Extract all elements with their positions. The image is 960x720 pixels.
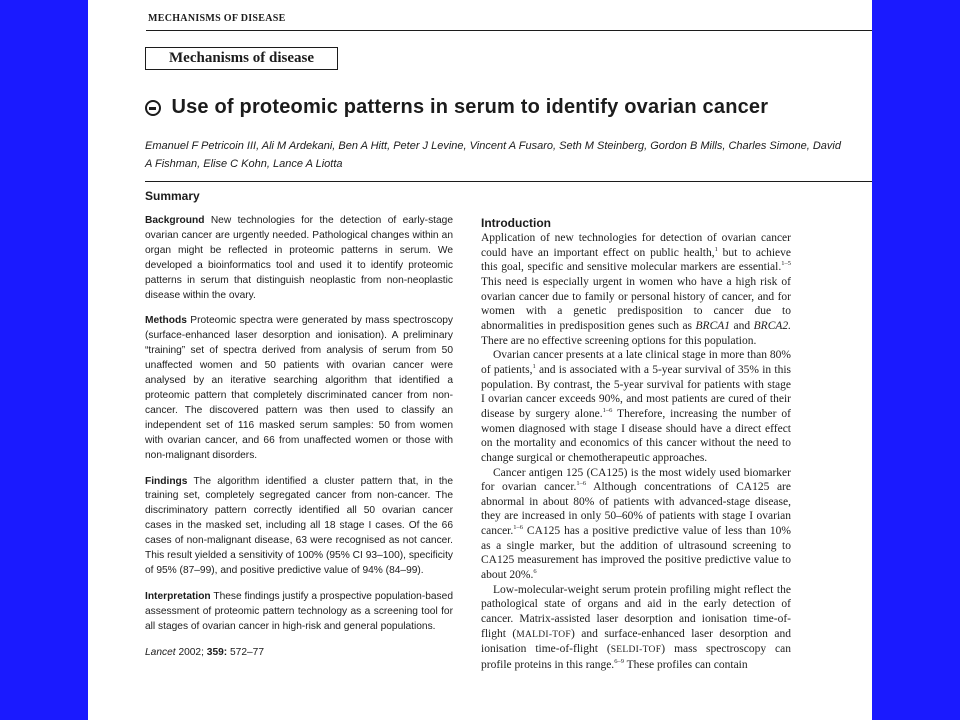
intro-p3-text-b: Although concentrations of CA125 are abnormal in about 80% of patients with advanced-stage disease, they are increased in only 50–60% of patients with stage I ovarian cancer. <box>481 481 791 538</box>
findings-text: The algorithm identified a cluster pattern that, in the training set, completely segregated cancer from non-cancer. The discriminatory pattern correctly identified all 50 ovarian cancer cases in the masked set, including all 18 stage I cases. Of the 66 cases of non-malignant disease, 63 were recognised as not cancer. This result yielded a sensitivity of 100% (95% CI 93–100), specificity of 95% (87–99), and positive predictive value of 94% (84–99). <box>145 475 453 576</box>
summary-findings <box>145 475 453 579</box>
introduction-column <box>481 215 791 673</box>
ref-marker: 1–6 <box>602 407 613 415</box>
interpretation-text: These findings justify a prospective population-based assessment of proteomic pattern technology as a screening tool for all stages of ovarian cancer in high-risk and general populations. <box>145 590 453 632</box>
summary-column <box>145 214 453 671</box>
article-title: Use of proteomic patterns in serum to identify ovarian cancer <box>171 96 769 118</box>
intro-paragraph-1 <box>481 231 791 348</box>
ref-marker: 6–9 <box>614 658 624 666</box>
gene-name: BRCA1 <box>695 319 731 332</box>
intro-p4-text-c: ) mass spectroscopy can profile proteins in this range. <box>481 643 791 672</box>
abbreviation: SELDI-TOF <box>610 645 662 656</box>
methods-text: Proteomic spectra were generated by mass spectroscopy (surface-enhanced laser desorption and ionisation). A preliminary “training” set of spectra derived from analysis of serum from 50 unaffected women and 50 patients with ovarian cancer were analysed by an iterative searching algorithm that identified a proteomic pattern that completely discriminated cancer from non-cancer. The discovered pattern was then used to classify an independent set of 116 masked serum samples: 50 from women with ovarian cancer, and 66 from unaffected women or those with non-malignant disorders. <box>145 315 453 461</box>
intro-paragraph-3 <box>481 466 791 583</box>
summary-heading: Summary <box>145 189 200 203</box>
intro-p4-text-a: Low-molecular-weight serum protein profiling might reflect the pathological state of organs and aid in the early detection of cancer. Matrix-assisted laser desorption and ionisation time-of-flight ( <box>481 583 791 640</box>
findings-label: Findings <box>145 475 188 487</box>
ref-marker: 1–6 <box>513 524 523 532</box>
intro-p3-text-c: CA125 has a positive predictive value of less than 10% as a single marker, but the addition of ultrasound screening to CA125 measurement has improved the positive predictive value to about 20%. <box>481 525 791 582</box>
author-list: Emanuel F Petricoin III, Ali M Ardekani, Ben A Hitt, Peter J Levine, Vincent A Fusaro, Seth M Steinberg, Gordon B Mills, Charles Simone, David A Fishman, Elise C Kohn, Lance A Liotta <box>145 140 841 170</box>
summary-interpretation <box>145 590 453 635</box>
abbreviation: MALDI-TOF <box>516 629 571 640</box>
section-label: Mechanisms of disease <box>145 47 338 70</box>
header-rule <box>146 30 872 31</box>
intro-paragraph-2 <box>481 348 791 465</box>
intro-p2-text-c: Therefore, increasing the number of women diagnosed with stage I disease should have a direct effect on the mortality and economics of this cancer without the need to change surgical or chemotherapeutic approaches. <box>481 407 791 464</box>
summary-methods <box>145 314 453 463</box>
title-row <box>145 96 768 126</box>
intro-p3-text-a: Cancer antigen 125 (CA125) is the most widely used biomarker for ovarian cancer. <box>481 466 791 494</box>
methods-label: Methods <box>145 315 187 327</box>
intro-p1-text-c: This need is especially urgent in women who have a high risk of ovarian cancer due to family or personal history of cancer, and for women with a genetic predisposition to cancer due to abnormalities in predisposition genes such as <box>481 275 791 332</box>
citation-year: 2002; <box>178 646 204 658</box>
citation-pages: 572–77 <box>230 646 265 658</box>
intro-p1-text-a: Application of new technologies for detection of ovarian cancer could have an important effect on public health, <box>481 232 791 259</box>
ref-marker: 1–6 <box>576 480 587 488</box>
ref-marker: 6 <box>533 568 537 576</box>
background-text: New technologies for the detection of early-stage ovarian cancer are urgently needed. Pathological changes within an organ might be reflected in proteomic patterns in serum. We developed a bioinformatics tool and used it to identify proteomic patterns in serum that distinguish neoplastic from non-neoplastic disease within the ovary. <box>145 215 453 301</box>
intro-p1-text-and: and <box>730 319 754 332</box>
introduction-heading: Introduction <box>481 216 551 230</box>
intro-p4-text-b: ) and surface-enhanced laser desorption and ionisation time-of-flight ( <box>481 627 791 656</box>
running-head: MECHANISMS OF DISEASE <box>148 13 286 24</box>
ref-marker: 1–5 <box>781 260 791 268</box>
ref-marker: 1 <box>532 363 536 371</box>
summary-background <box>145 214 453 303</box>
intro-p4-text-d: These profiles can contain <box>623 659 748 672</box>
intro-p1-text-d: There are no effective screening options for this population. <box>481 334 757 347</box>
interpretation-label: Interpretation <box>145 590 211 602</box>
intro-p2-text-b: and is associated with a 5-year survival of 35% in this population. By contrast, the 5-year survival for patients with stage I ovarian cancer exceeds 90%, and most patients are cured of their disease by surgery alone. <box>481 363 792 420</box>
intro-p1-text-b: but to achieve this goal, specific and sensitive molecular markers are essential. <box>481 246 791 274</box>
intro-p2-text-a: Ovarian cancer presents at a late clinical stage in more than 80% of patients, <box>481 349 791 376</box>
ref-marker: 1 <box>714 245 718 253</box>
intro-paragraph-4 <box>481 583 791 673</box>
citation-journal: Lancet <box>145 646 176 658</box>
summary-rule <box>145 181 872 182</box>
article-page <box>88 0 872 720</box>
gene-name: BRCA2. <box>753 319 792 332</box>
article-marker-icon <box>145 100 161 116</box>
citation-volume: 359: <box>206 646 228 658</box>
background-label: Background <box>145 215 205 226</box>
citation <box>145 646 453 661</box>
